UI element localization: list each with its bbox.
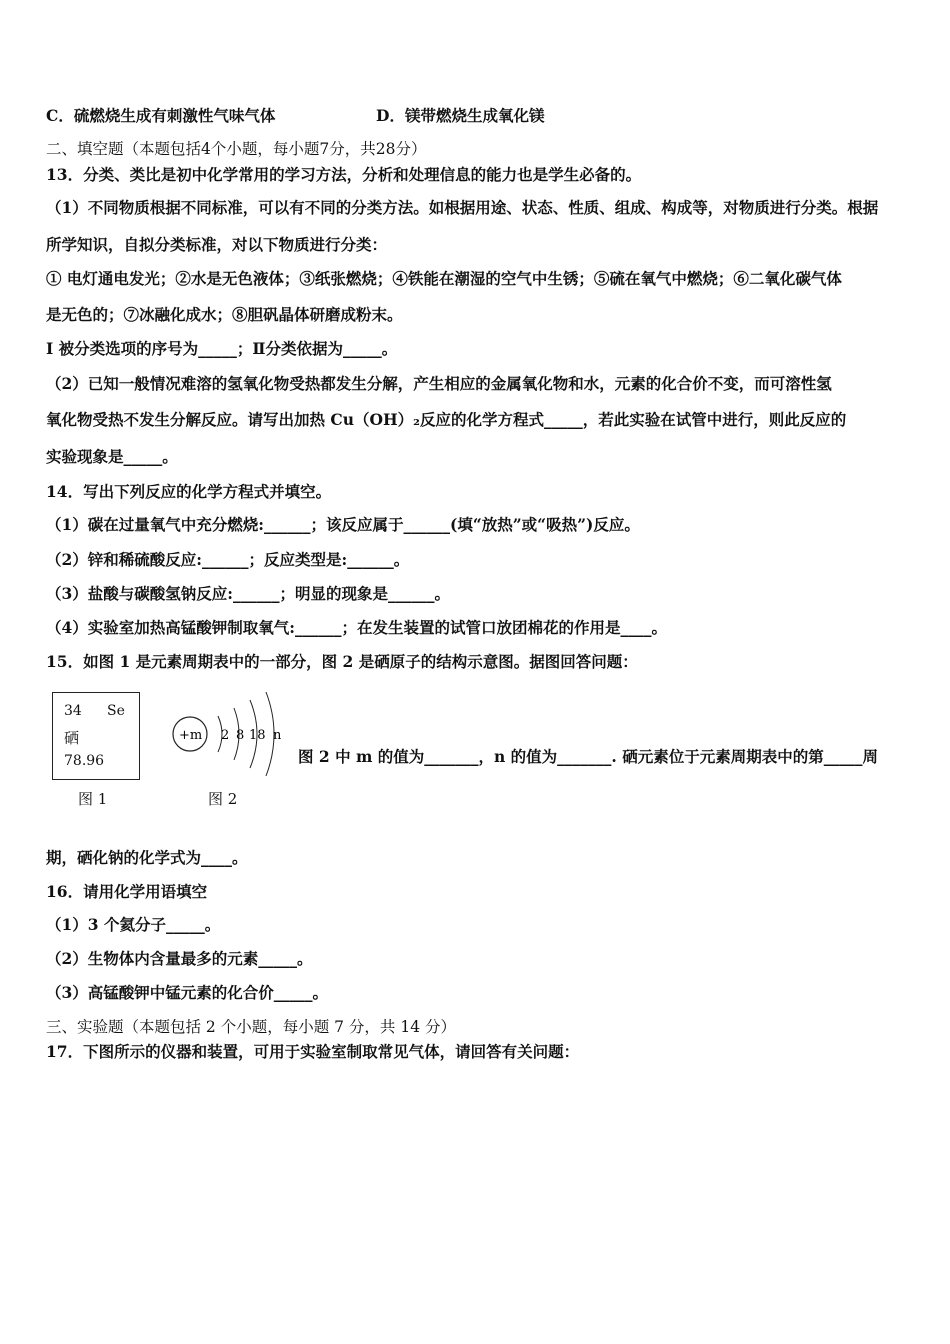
element-card — [52, 692, 140, 780]
q13-part1-line1: （1）不同物质根据不同标准，可以有不同的分类方法。如根据用途、状态、性质、组成、构成等，对物质进行分类。根据 — [46, 198, 879, 217]
q14-part4: （4）实验室加热高锰酸钾制取氧气:______；在发生装置的试管口放团棉花的作用是____。 — [46, 618, 668, 637]
question-17: 17．下图所示的仪器和装置，可用于实验室制取常见气体，请回答有关问题： — [46, 1042, 580, 1061]
shell-4-electrons: n — [273, 728, 282, 743]
shell-2-electrons: 8 — [236, 728, 245, 743]
q13-part2-line3: 实验现象是_____。 — [46, 447, 178, 466]
question-14: 14．写出下列反应的化学方程式并填空。 — [46, 482, 332, 501]
q13-part2-line2: 氧化物受热不发生分解反应。请写出加热 Cu（OH）₂反应的化学方程式_____，若此实验在试管中进行，则此反应的 — [46, 410, 847, 429]
question-16: 16．请用化学用语填空 — [46, 882, 208, 901]
q15-side-text: 图 2 中 m 的值为_______，n 的值为_______. 硒元素位于元素周期表中的第_____周 — [298, 747, 878, 766]
shell-3-electrons: 18 — [249, 728, 266, 743]
q15-continuation: 期，硒化钠的化学式为____。 — [46, 848, 248, 867]
option-c: C．硫燃烧生成有刺激性气味气体 — [46, 106, 276, 125]
q13-part2-line1: （2）已知一般情况难溶的氢氧化物受热都发生分解，产生相应的金属氧化物和水，元素的化合价不变，而可溶性氢 — [46, 374, 832, 393]
question-15: 15．如图 1 是元素周期表中的一部分，图 2 是硒原子的结构示意图。据图回答问题： — [46, 652, 638, 671]
section-3-title: 三、实验题（本题包括 2 个小题，每小题 7 分，共 14 分） — [46, 1018, 457, 1036]
q14-part2: （2）锌和稀硫酸反应:______；反应类型是:______。 — [46, 550, 410, 569]
figure-1-caption: 图 1 — [78, 790, 108, 808]
element-name: 硒 — [64, 729, 80, 747]
q16-part1: （1）3 个氦分子_____。 — [46, 915, 221, 934]
q13-list-line2: 是无色的；⑦冰融化成水；⑧胆矾晶体研磨成粉末。 — [46, 305, 403, 324]
section-2-title: 二、填空题（本题包括4个小题，每小题7分，共28分） — [46, 140, 427, 158]
q16-part2: （2）生物体内含量最多的元素_____。 — [46, 949, 313, 968]
q16-part3: （3）高锰酸钾中锰元素的化合价_____。 — [46, 983, 329, 1002]
atomic-number: 34 — [64, 703, 82, 719]
element-symbol: Se — [107, 703, 125, 719]
q14-part1: （1）碳在过量氧气中充分燃烧:______；该反应属于______(填“放热”或“吸热”)反应。 — [46, 515, 640, 534]
atomic-mass: 78.96 — [64, 753, 105, 769]
q14-part3: （3）盐酸与碳酸氢钠反应:______；明显的现象是______。 — [46, 584, 451, 603]
nucleus-charge: +m — [179, 728, 203, 743]
shell-1-electrons: 2 — [221, 728, 230, 743]
option-d: D．镁带燃烧生成氧化镁 — [376, 106, 545, 125]
figure-2-caption: 图 2 — [208, 790, 238, 808]
q13-part1-line2: 所学知识，自拟分类标准，对以下物质进行分类： — [46, 235, 388, 254]
q13-blank-line: I 被分类选项的序号为_____；Ⅱ分类依据为_____。 — [46, 339, 398, 358]
question-13: 13．分类、类比是初中化学常用的学习方法，分析和处理信息的能力也是学生必备的。 — [46, 165, 642, 184]
q13-list-line1: ① 电灯通电发光；②水是无色液体；③纸张燃烧；④铁能在潮湿的空气中生锈；⑤硫在氧气中燃烧；⑥二氧化碳气体 — [46, 269, 842, 288]
atom-structure-diagram — [168, 688, 288, 780]
